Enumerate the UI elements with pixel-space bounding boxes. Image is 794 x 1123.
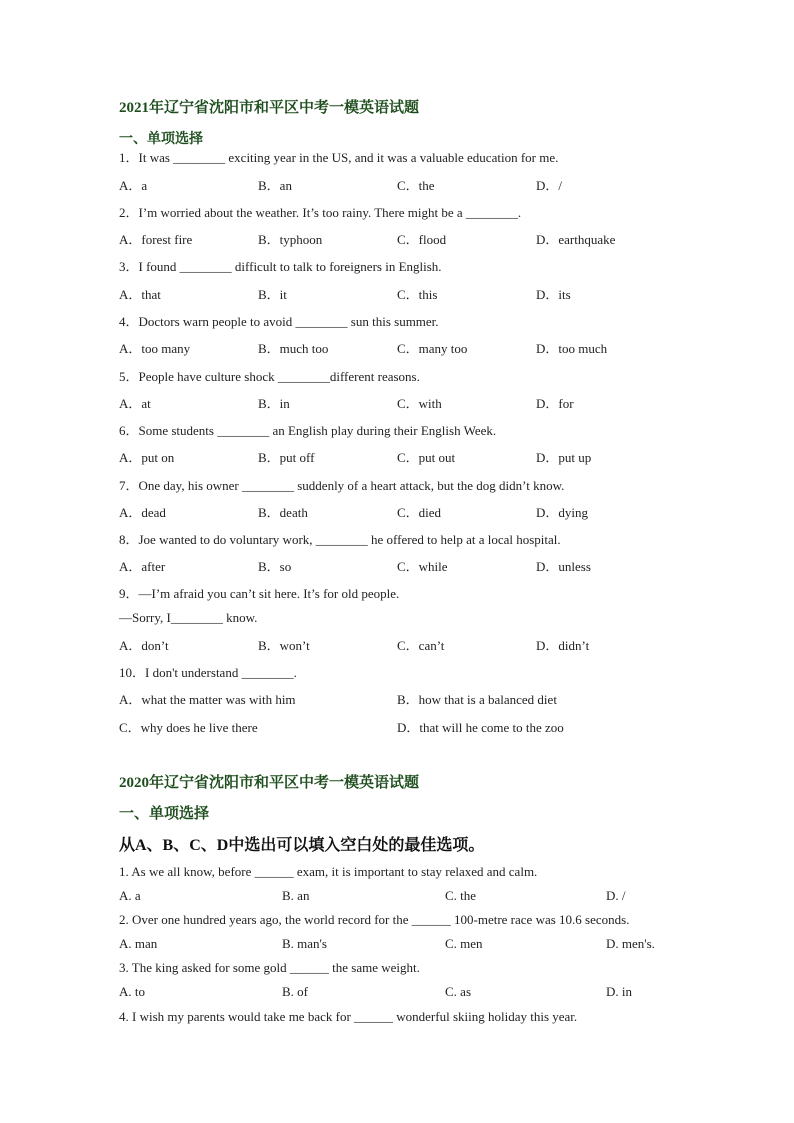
- question-10: 10．I don't understand ________.: [119, 665, 297, 680]
- option-8c: C．while: [397, 559, 448, 574]
- p2-option-1b: B. an: [282, 888, 310, 903]
- option-9c: C．can’t: [397, 638, 445, 653]
- exam-title-2021: 2021年辽宁省沈阳市和平区中考一模英语试题: [119, 100, 420, 116]
- section-heading-2020: 一、单项选择: [119, 806, 210, 822]
- p2-question-4: 4. I wish my parents would take me back for ______ wonderful skiing holiday this year.: [119, 1009, 578, 1024]
- option-2c: C．flood: [397, 232, 447, 247]
- option-7a: A．dead: [119, 505, 166, 520]
- option-3a: A．that: [119, 287, 161, 302]
- question-3: 3．I found ________ difficult to talk to foreigners in English.: [119, 259, 442, 274]
- option-4a: A．too many: [119, 341, 191, 356]
- question-1: 1．It was ________ exciting year in the US, and it was a valuable education for me.: [119, 150, 559, 165]
- p2-option-2c: C. men: [445, 936, 483, 951]
- p2-question-3: 3. The king asked for some gold ______ the same weight.: [119, 960, 420, 975]
- option-10b: B．how that is a balanced diet: [397, 692, 557, 707]
- p2-option-2b: B. man's: [282, 936, 327, 951]
- p2-option-3b: B. of: [282, 984, 308, 999]
- option-1b: B．an: [258, 178, 292, 193]
- option-4b: B．much too: [258, 341, 329, 356]
- option-1a: A．a: [119, 178, 148, 193]
- option-5b: B．in: [258, 396, 290, 411]
- option-2b: B．typhoon: [258, 232, 323, 247]
- option-10d: D．that will he come to the zoo: [397, 720, 564, 735]
- question-5: 5．People have culture shock ________different reasons.: [119, 369, 420, 384]
- option-9a: A．don’t: [119, 638, 169, 653]
- p2-option-1a: A. a: [119, 888, 141, 903]
- question-7: 7．One day, his owner ________ suddenly of a heart attack, but the dog didn’t know.: [119, 478, 565, 493]
- option-5a: A．at: [119, 396, 151, 411]
- option-7d: D．dying: [536, 505, 589, 520]
- option-5c: C．with: [397, 396, 442, 411]
- option-8b: B．so: [258, 559, 292, 574]
- exam-title-2020: 2020年辽宁省沈阳市和平区中考一模英语试题: [119, 775, 420, 791]
- p2-option-3d: D. in: [606, 984, 632, 999]
- option-2a: A．forest fire: [119, 232, 193, 247]
- section-heading-2021: 一、单项选择: [119, 132, 203, 147]
- p2-question-1: 1. As we all know, before ______ exam, it is important to stay relaxed and calm.: [119, 864, 538, 879]
- p2-option-3c: C. as: [445, 984, 471, 999]
- option-9b: B．won’t: [258, 638, 310, 653]
- question-9-response: —Sorry, I________ know.: [119, 610, 258, 625]
- p2-option-2a: A. man: [119, 936, 158, 951]
- option-8a: A．after: [119, 559, 166, 574]
- question-8: 8．Joe wanted to do voluntary work, ________ he offered to help at a local hospital.: [119, 532, 561, 547]
- p2-question-2: 2. Over one hundred years ago, the world record for the ______ 100-metre race was 10.6 seconds.: [119, 912, 630, 927]
- option-7c: C．died: [397, 505, 442, 520]
- option-9d: D．didn’t: [536, 638, 590, 653]
- p2-option-2d: D. men's.: [606, 936, 655, 951]
- question-4: 4．Doctors warn people to avoid ________ sun this summer.: [119, 314, 439, 329]
- option-5d: D．for: [536, 396, 574, 411]
- option-4d: D．too much: [536, 341, 608, 356]
- p2-option-3a: A. to: [119, 984, 145, 999]
- p2-option-1c: C. the: [445, 888, 477, 903]
- option-6a: A．put on: [119, 450, 175, 465]
- question-6: 6．Some students ________ an English play during their English Week.: [119, 423, 497, 438]
- question-9: 9．—I’m afraid you can’t sit here. It’s for old people.: [119, 586, 400, 601]
- option-6d: D．put up: [536, 450, 592, 465]
- option-10a: A．what the matter was with him: [119, 692, 296, 707]
- option-1d: D．/: [536, 178, 563, 193]
- instruction-text: 从A、B、C、D中选出可以填入空白处的最佳选项。: [119, 837, 485, 854]
- option-10c: C．why does he live there: [119, 720, 258, 735]
- option-6b: B．put off: [258, 450, 315, 465]
- option-4c: C．many too: [397, 341, 468, 356]
- option-2d: D．earthquake: [536, 232, 616, 247]
- option-1c: C．the: [397, 178, 435, 193]
- option-8d: D．unless: [536, 559, 591, 574]
- p2-option-1d: D. /: [606, 888, 626, 903]
- option-3b: B．it: [258, 287, 287, 302]
- option-3d: D．its: [536, 287, 571, 302]
- option-3c: C．this: [397, 287, 438, 302]
- option-6c: C．put out: [397, 450, 456, 465]
- question-2: 2．I’m worried about the weather. It’s too rainy. There might be a ________.: [119, 205, 522, 220]
- option-7b: B．death: [258, 505, 308, 520]
